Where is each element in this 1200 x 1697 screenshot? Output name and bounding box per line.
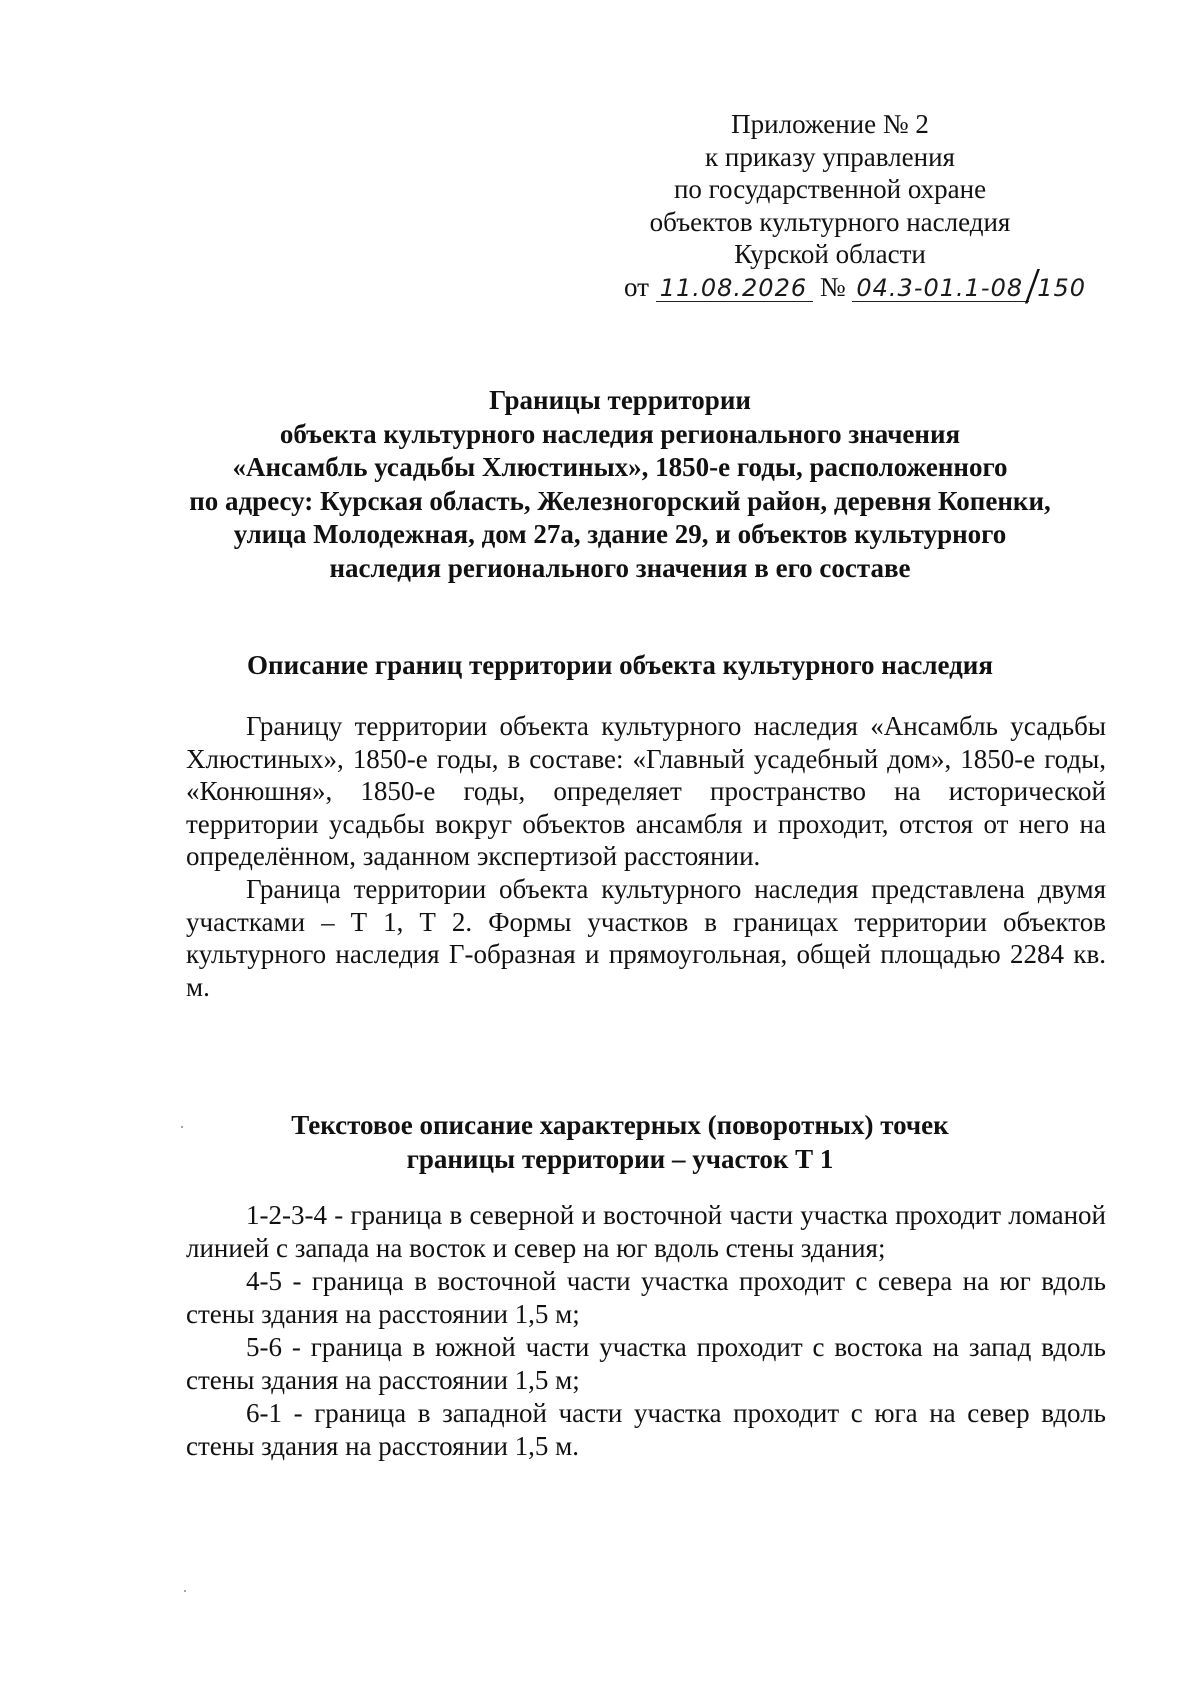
points-heading-line-1: Текстовое описание характерных (поворотных) точек <box>291 1110 949 1140</box>
title-line-3: «Ансамбль усадьбы Хлюстиных», 1850-е годы, расположенного <box>232 452 1008 483</box>
list-item: 6-1 - граница в западной части участка проходит с юга на север вдоль стены здания на расстоянии 1,5 м. <box>186 1398 1106 1461</box>
slash-mark: / <box>1027 261 1038 311</box>
appendix-region: Курской области <box>734 239 926 270</box>
list-item: 1-2-3-4 - граница в северной и восточной части участка проходит ломаной линией с запада на восток и север на юг вдоль стены здания; <box>186 1200 1106 1263</box>
title-line-4: по адресу: Курская область, Железногорский район, деревня Копенки, <box>189 485 1051 516</box>
points-list <box>186 1199 1106 1463</box>
list-item: 4-5 - граница в восточной части участка проходит с севера на юг вдоль стены здания на расстоянии 1,5 м; <box>186 1266 1106 1329</box>
handwritten-order-suffix: 150 <box>1037 273 1087 302</box>
appendix-order-ref: к приказу управления <box>705 141 955 172</box>
handwritten-order-number: 04.3-01.1-08 <box>852 276 1029 302</box>
appendix-authority-1: по государственной охране <box>673 174 987 205</box>
title-line-2: объекта культурного наследия регионального значения <box>279 418 961 449</box>
appendix-header <box>610 108 1087 311</box>
title-line-6: наследия регионального значения в его составе <box>329 552 911 583</box>
list-item: 5-6 - граница в южной части участка проходит с востока на запад вдоль стены здания на расстоянии 1,5 м; <box>186 1332 1106 1395</box>
points-heading-line-2: границы территории – участок Т 1 <box>406 1144 834 1174</box>
scan-speck <box>184 1590 186 1592</box>
title-line-1: Границы территории <box>489 385 751 415</box>
handwritten-date: 11.08.2026 <box>656 276 813 302</box>
number-label: № <box>819 271 846 302</box>
paragraph-plots: Граница территории объекта культурного наследия представлена двумя участками – Т 1, Т 2. Формы участков в границах территории объектов культурного наследия Г-образная и прямоугольная, общей площадью 2284 кв. м. <box>186 873 1106 1002</box>
paragraph-ensemble: Границу территории объекта культурного наследия «Ансамбль усадьбы Хлюстиных», 1850-е годы, в составе: «Главный усадебный дом», 1850-е годы, «Конюшня», 1850-е годы, определяет пространство на исторической территории усадьбы вокруг объектов ансамбля и проходит, отстоя от него на определённом, заданном экспертизой расстоянии. <box>186 711 1106 872</box>
boundaries-description <box>186 710 1106 1003</box>
from-label: от <box>624 271 649 302</box>
appendix-number: Приложение № 2 <box>731 109 929 139</box>
appendix-authority-2: объектов культурного наследия <box>649 206 1011 237</box>
document-title <box>150 384 1090 586</box>
order-date-number <box>610 261 1087 311</box>
scan-speck <box>181 1126 183 1128</box>
section-heading-boundaries: Описание границ территории объекта культурного наследия <box>247 650 993 680</box>
title-line-5: улица Молодежная, дом 27а, здание 29, и объектов культурного <box>233 519 1007 550</box>
section-heading-points <box>150 1108 1090 1176</box>
